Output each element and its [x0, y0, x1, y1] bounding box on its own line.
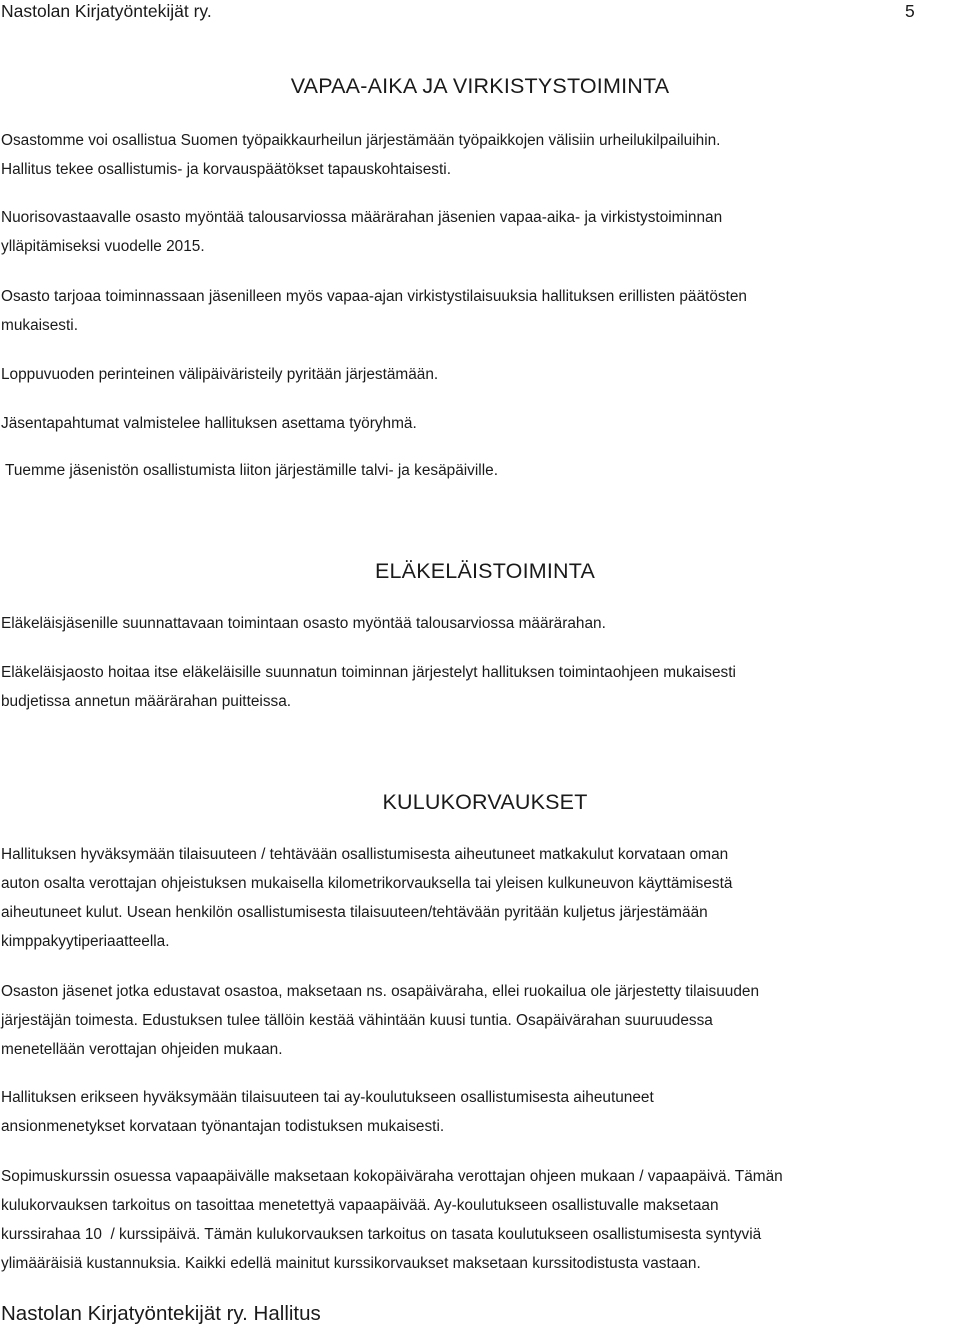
section-heading-kulukorvaukset: KULUKORVAUKSET — [382, 790, 588, 814]
paragraph — [1, 203, 959, 261]
text-line: Sopimuskurssin osuessa vapaapäivälle maksetaan kokopäiväraha verottajan ohjeen mukaan / vapaapäivä. Tämän — [1, 1168, 783, 1185]
paragraph — [1, 1083, 959, 1141]
text-line: Osastomme voi osallistua Suomen työpaikkaurheilun järjestämään työpaikkojen välisiin urheilukilpailuihin. — [1, 132, 721, 149]
text-line: ylimääräisiä kustannuksia. Kaikki edellä mainitut kurssikorvaukset maksetaan kurssitodistusta vastaan. — [1, 1255, 701, 1272]
paragraph — [1, 126, 959, 184]
text-line: ylläpitämiseksi vuodelle 2015. — [1, 238, 205, 255]
text-line: ansionmenetykset korvataan työnantajan todistuksen mukaisesti. — [1, 1118, 445, 1135]
text-line: Loppuvuoden perinteinen välipäiväristeily pyritään järjestämään. — [1, 366, 439, 383]
paragraph — [1, 360, 959, 389]
text-line: Tuemme jäsenistön osallistumista liiton järjestämille talvi- ja kesäpäiville. — [1, 462, 498, 479]
paragraph — [1, 1162, 959, 1278]
text-line: aiheutuneet kulut. Usean henkilön osallistumisesta tilaisuuteen/tehtävään pyritään kuljetus järjestämään — [1, 904, 708, 921]
text-line: Eläkeläisjaosto hoitaa itse eläkeläisille suunnatun toiminnan järjestelyt hallituksen toimintaohjeen mukaisesti — [1, 664, 736, 681]
paragraph — [1, 456, 959, 485]
text-line: Osasto tarjoaa toiminnassaan jäsenilleen myös vapaa-ajan virkistystilaisuuksia hallituksen erillisten päätösten — [1, 288, 747, 305]
text-line: Nuorisovastaavalle osasto myöntää talousarviossa määrärahan jäsenien vapaa-aika- ja virkistystoiminnan — [1, 209, 723, 226]
paragraph — [1, 609, 959, 638]
text-line: kulukorvauksen tarkoitus on tasoittaa menetettyä vapaapäivää. Ay-koulutukseen osallistuvalle maksetaan — [1, 1197, 719, 1214]
section-heading-elakelaistoiminta: ELÄKELÄISTOIMINTA — [374, 559, 596, 583]
text-line: kurssirahaa 10 / kurssipäivä. Tämän kulukorvauksen tarkoitus on tasata koulutukseen osallistumisesta syntyviä — [1, 1226, 762, 1243]
paragraph — [1, 658, 959, 716]
text-line: Jäsentapahtumat valmistelee hallituksen asettama työryhmä. — [1, 415, 417, 432]
text-line: kimppakyytiperiaatteella. — [1, 933, 170, 950]
text-line: Osaston jäsenet jotka edustavat osastoa, maksetaan ns. osapäiväraha, ellei ruokailua ole järjestetty tilaisuuden — [1, 983, 760, 1000]
text-line: Eläkeläisjäsenille suunnattavaan toimintaan osasto myöntää talousarviossa määrärahan. — [1, 615, 606, 632]
paragraph — [1, 409, 959, 438]
paragraph — [1, 840, 959, 956]
text-line: mukaisesti. — [1, 317, 78, 334]
text-line: Hallituksen erikseen hyväksymään tilaisuuteen tai ay-koulutukseen osallistumisesta aiheutuneet — [1, 1089, 654, 1106]
paragraph — [1, 282, 959, 340]
text-line: Hallitus tekee osallistumis- ja korvauspäätökset tapauskohtaisesti. — [1, 161, 451, 178]
header-organization: Nastolan Kirjatyöntekijät ry. — [1, 1, 212, 21]
text-line: auton osalta verottajan ohjeistuksen mukaisella kilometrikorvauksella tai yleisen kulkuneuvon käyttämisestä — [1, 875, 733, 892]
section-heading-vapaa-aika: VAPAA-AIKA JA VIRKISTYSTOIMINTA — [290, 74, 670, 98]
text-line: Hallituksen hyväksymään tilaisuuteen / tehtävään osallistumisesta aiheutuneet matkakulut korvataan oman — [1, 846, 729, 863]
paragraph — [1, 977, 959, 1064]
text-line: järjestäjän toimesta. Edustuksen tulee tällöin kestää vähintään kuusi tuntia. Osapäivärahan suuruudessa — [1, 1012, 713, 1029]
text-line: menetellään verottajan ohjeiden mukaan. — [1, 1041, 283, 1058]
text-line: budjetissa annetun määrärahan puitteissa. — [1, 693, 292, 710]
footer-signature: Nastolan Kirjatyöntekijät ry. Hallitus — [1, 1302, 321, 1325]
page-number: 5 — [905, 1, 915, 21]
